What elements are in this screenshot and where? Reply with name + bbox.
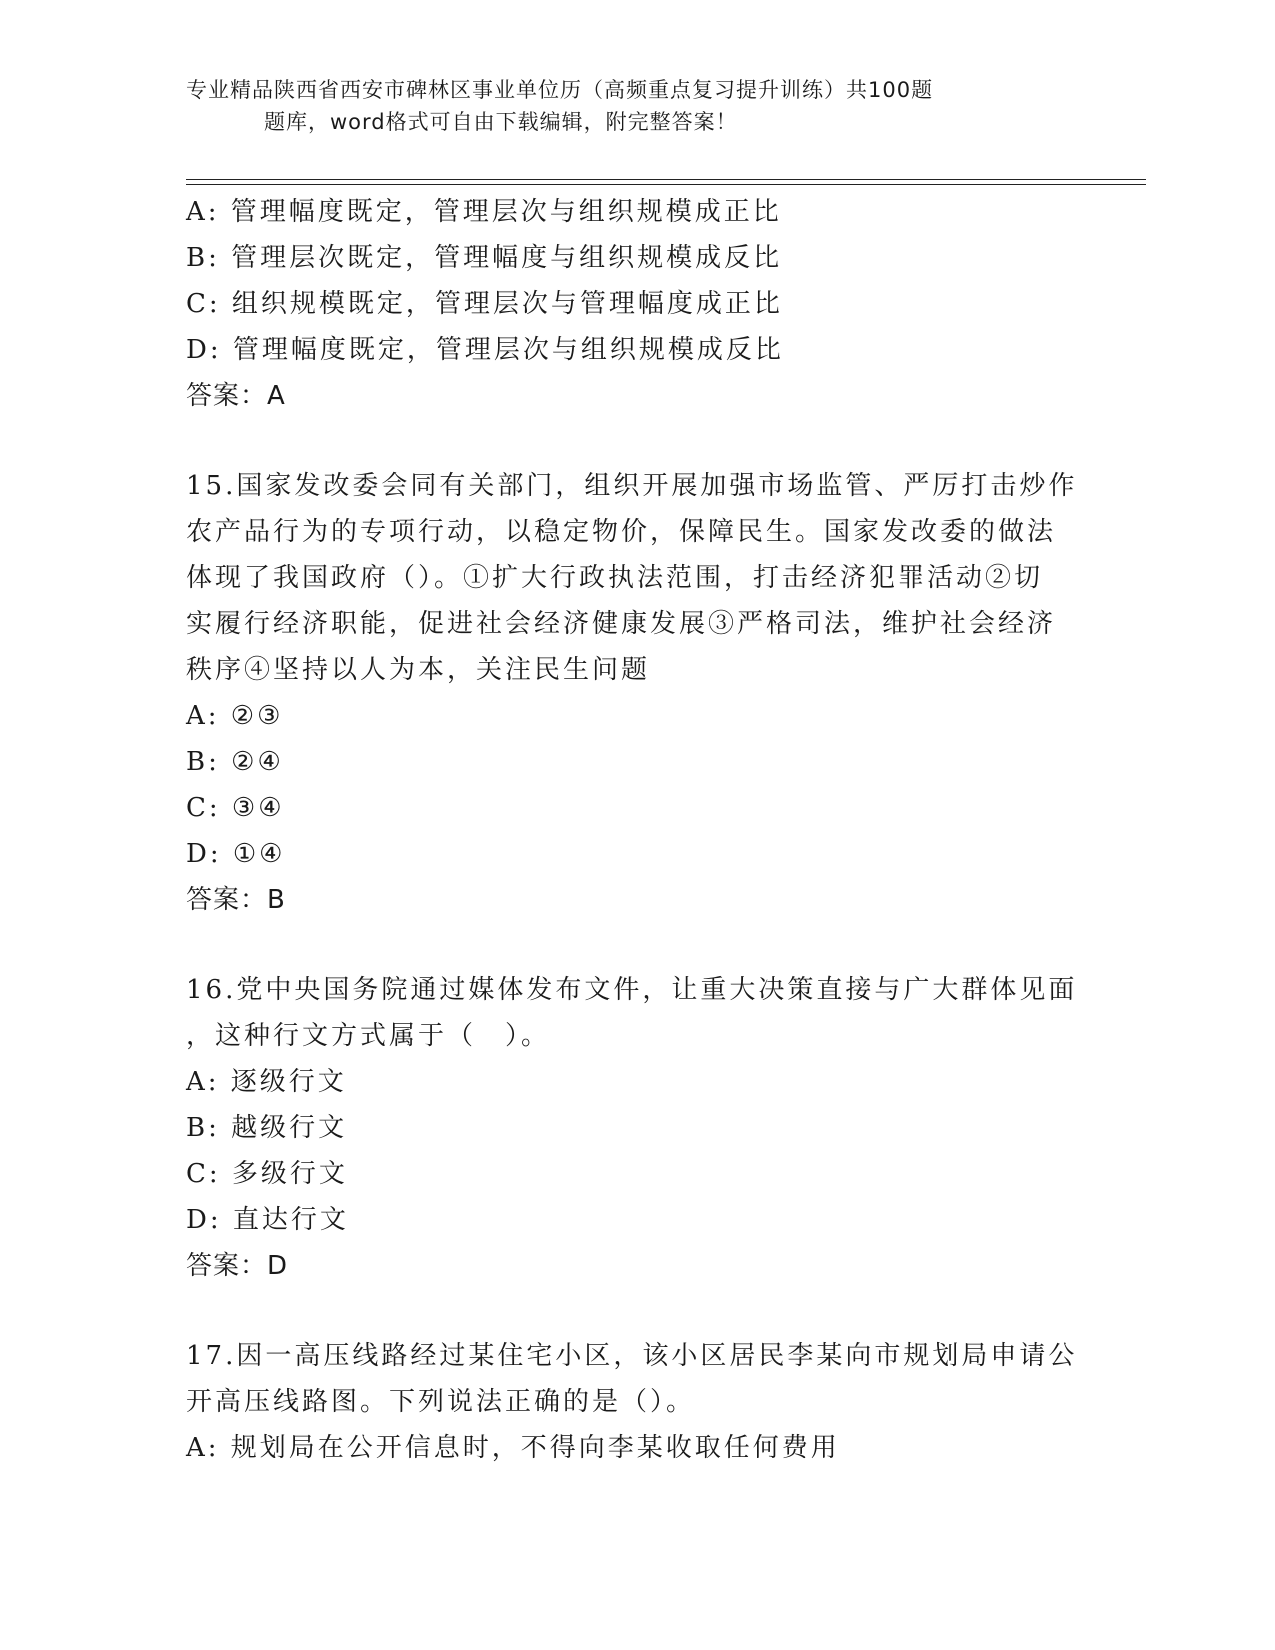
question-stem-line: 实履行经济职能，促进社会经济健康发展③严格司法，维护社会经济	[186, 609, 1057, 639]
option-a: A: 管理幅度既定，管理层次与组织规模成正比	[186, 197, 782, 227]
option-c: C: ③④	[186, 793, 285, 823]
question-14	[186, 189, 1086, 419]
header-title-line2: 题库，word格式可自由下载编辑，附完整答案！	[264, 110, 738, 134]
question-15	[186, 463, 1086, 923]
question-stem-line: 15.国家发改委会同有关部门，组织开展加强市场监管、严厉打击炒作	[186, 471, 1078, 501]
question-stem-line: 开高压线路图。下列说法正确的是（）。	[186, 1387, 696, 1417]
answer: 答案：A	[186, 381, 286, 411]
header-title-line1: 专业精品陕西省西安市碑林区事业单位历（高频重点复习提升训练）共100题	[186, 78, 934, 102]
option-b: B: 越级行文	[186, 1113, 348, 1143]
answer: 答案：B	[186, 885, 286, 915]
question-stem-line: 农产品行为的专项行动，以稳定物价，保障民生。国家发改委的做法	[186, 517, 1057, 547]
question-stem-line: 16.党中央国务院通过媒体发布文件，让重大决策直接与广大群体见面	[186, 975, 1078, 1005]
header-divider-bottom	[186, 184, 1146, 185]
option-a: A: 逐级行文	[186, 1067, 347, 1097]
answer: 答案：D	[186, 1251, 289, 1281]
option-d: D: 管理幅度既定，管理层次与组织规模成反比	[186, 335, 784, 365]
option-c: C: 多级行文	[186, 1159, 348, 1189]
question-stem-line: ，这种行文方式属于（ ）。	[186, 1021, 551, 1051]
option-b: B: ②④	[186, 747, 284, 777]
option-a: A: ②③	[186, 701, 284, 731]
header-divider-top	[186, 179, 1146, 180]
question-list	[186, 189, 1086, 1471]
question-stem-line: 体现了我国政府（）。①扩大行政执法范围，打击经济犯罪活动②切	[186, 563, 1044, 593]
question-stem-line: 秩序④坚持以人为本，关注民生问题	[186, 655, 651, 685]
option-c: C: 组织规模既定，管理层次与管理幅度成正比	[186, 289, 783, 319]
option-d: D: ①④	[186, 839, 286, 869]
option-d: D: 直达行文	[186, 1205, 349, 1235]
question-17	[186, 1333, 1086, 1471]
question-stem-line: 17.因一高压线路经过某住宅小区，该小区居民李某向市规划局申请公	[186, 1341, 1078, 1371]
option-b: B: 管理层次既定，管理幅度与组织规模成反比	[186, 243, 783, 273]
question-16	[186, 967, 1086, 1289]
document-header	[186, 74, 1046, 138]
option-a: A: 规划局在公开信息时，不得向李某收取任何费用	[186, 1433, 840, 1463]
